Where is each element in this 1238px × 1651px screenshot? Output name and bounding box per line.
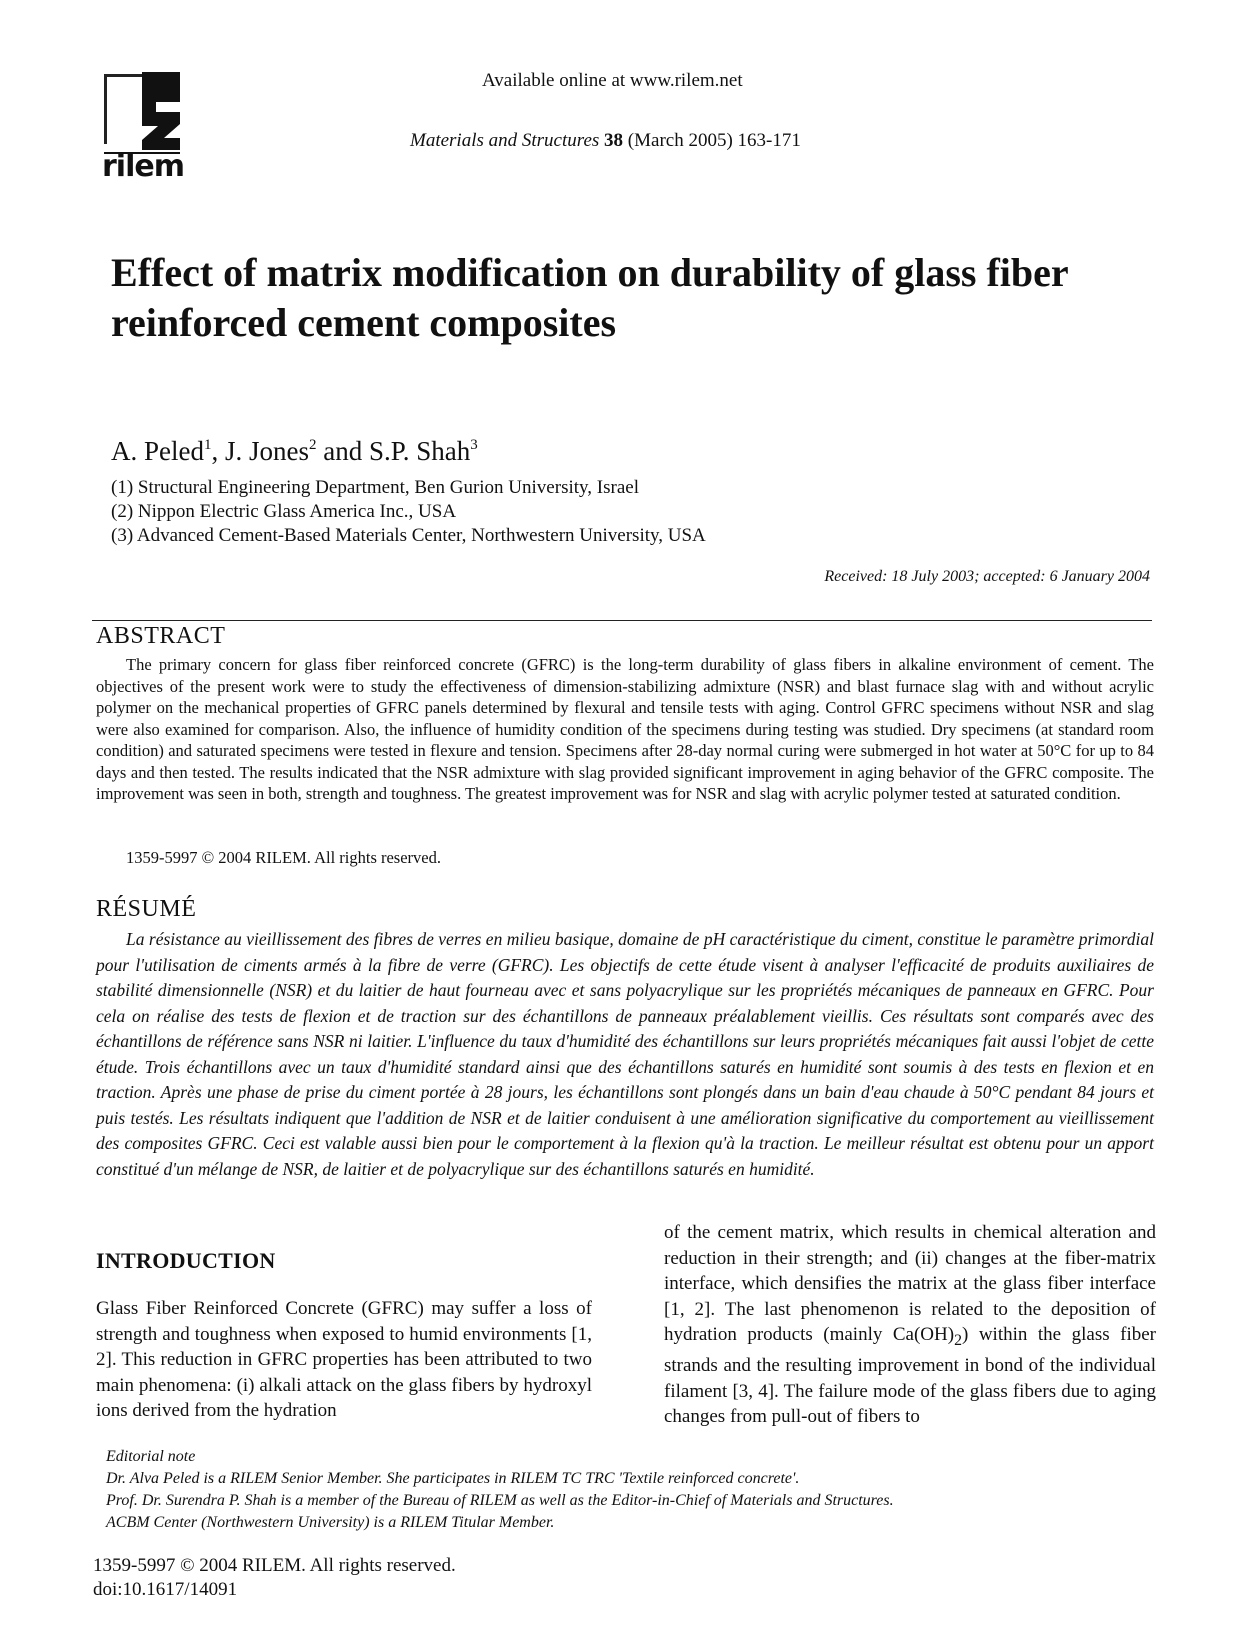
intro-text: ) within the glass fiber strands and the resulting improvement in bond of the individual filament [3, 4]. The failure mode of the glass fibers due to aging changes from pull-out of fibers to (664, 1324, 1156, 1428)
section-divider (92, 620, 1152, 621)
author-affil-mark: 3 (470, 437, 478, 453)
abstract-text: The primary concern for glass fiber reinforced concrete (GFRC) is the long-term durability of glass fibers in alkaline environment of cement. The objectives of the present work were to study the effectiveness of dimension-stabilizing admixture (NSR) and blast furnace slag with and without acrylic polymer on the mechanical properties of GFRC panels determined by flexural and tensile tests with aging. Control GFRC specimens without NSR and slag were also examined for comparison. Also, the influence of humidity condition of the specimens during testing was studied. Dry specimens (at standard room condition) and saturated specimens were tested in flexure and tension. Specimens after 28-day normal curing were submerged in hot water at 50°C for up to 84 days and then tested. The results indicated that the NSR admixture with slag provided significant improvement in aging behavior of the GFRC composite. The improvement was seen in both, strength and toughness. The greatest improvement was for NSR and slag with acrylic polymer tested at saturated condition. (96, 655, 1154, 803)
footer-doi: doi:10.1617/14091 (93, 1579, 238, 1600)
resume-heading: RÉSUMÉ (96, 896, 197, 922)
availability-note: Available online at www.rilem.net (482, 70, 743, 91)
journal-issue: (March 2005) 163-171 (627, 130, 801, 151)
abstract-heading: ABSTRACT (96, 623, 226, 649)
svg-text:rilem: rilem (102, 149, 184, 182)
abstract-copyright: 1359-5997 © 2004 RILEM. All rights reserved. (126, 848, 441, 867)
footer-copyright: 1359-5997 © 2004 RILEM. All rights reserved. (93, 1555, 456, 1576)
paper-title: Effect of matrix modification on durability of glass fiber reinforced cement composites (111, 250, 1068, 345)
editorial-note-line: Dr. Alva Peled is a RILEM Senior Member. She participates in RILEM TC TRC 'Textile reinforced concrete'. (106, 1470, 800, 1487)
author-affil-mark: 1 (203, 437, 212, 453)
rilem-logo (100, 72, 196, 182)
editorial-note-heading: Editorial note (106, 1448, 196, 1465)
author-name: S.P. Shah (368, 436, 471, 466)
journal-citation (410, 130, 890, 152)
affiliation: (1) Structural Engineering Department, Ben Gurion University, Israel (111, 477, 639, 498)
affiliation: (3) Advanced Cement-Based Materials Center, Northwestern University, USA (111, 525, 706, 546)
intro-text: of the cement matrix, which results in chemical alteration and reduction in their strength; and (ii) changes at the fiber-matrix interface, which densifies the matrix at the glass fiber interface [1, 2]. The last phenomenon is related to the deposition of hydration products (mainly Ca(OH) (664, 1222, 1156, 1345)
editorial-note-line: ACBM Center (Northwestern University) is a RILEM Titular Member. (106, 1514, 555, 1531)
author-name: J. Jones (224, 436, 309, 466)
introduction-right-column (664, 1220, 1156, 1430)
journal-volume: 38 (604, 130, 624, 151)
journal-name: Materials and Structures (410, 130, 600, 151)
author-list (111, 436, 811, 467)
received-dates: Received: 18 July 2003; accepted: 6 January 2004 (824, 568, 1150, 585)
introduction-left-column: Glass Fiber Reinforced Concrete (GFRC) may suffer a loss of strength and toughness when exposed to humid environments [1, 2]. This reduction in GFRC properties has been attributed to two main phenomena: (i) alkali attack on the glass fibers by hydroxyl ions derived from the hydration (96, 1298, 592, 1421)
author-affil-mark: 2 (309, 437, 317, 453)
introduction-heading: INTRODUCTION (96, 1248, 276, 1273)
affiliation: (2) Nippon Electric Glass America Inc., USA (111, 501, 457, 522)
resume-text: La résistance au vieillissement des fibres de verres en milieu basique, domaine de pH caractéristique du ciment, constitue le paramètre primordial pour l'utilisation de ciments armés à la fibre de verre (GFRC). Les objectifs de cette étude visent à analyser l'efficacité de produits auxiliaires de stabilité dimensionnelle (NSR) et du laitier de haut fourneau avec et sans polyacrylique sur les propriétés mécaniques de panneaux en GFRC. Pour cela on réalise des tests de flexion et de traction sur des échantillons de panneaux préalablement vieillis. Ces résultats sont comparés avec des échantillons de référence sans NSR ni laitier. L'influence du taux d'humidité des échantillons sur leurs propriétés mécaniques fait aussi l'objet de cette étude. Trois échantillons avec un taux d'humidité standard ainsi que des échantillons saturés en humidité sont soumis à des tests en flexion et en traction. Après une phase de prise du ciment portée à 28 jours, les échantillons sont plongés dans un bain d'eau chaude à 50°C pendant 84 jours et puis testés. Les résultats indiquent que l'addition de NSR et de laitier conduisent à une amélioration significative du comportement au vieillissement des composites GFRC. Ceci est valable aussi bien pour le comportement à la flexion qu'à la traction. Le meilleur résultat est obtenu pour un apport constitué d'un mélange de NSR, de laitier et de polyacrylique sur des échantillons saturés en humidité. (96, 929, 1154, 1179)
editorial-note-line: Prof. Dr. Surendra P. Shah is a member of the Bureau of RILEM as well as the Editor-in-Chief of Materials and Structures. (106, 1492, 894, 1509)
author-separator: , (211, 436, 225, 466)
author-name: A. Peled (111, 436, 204, 466)
subscript: 2 (954, 1331, 962, 1349)
author-separator: and (316, 436, 369, 466)
